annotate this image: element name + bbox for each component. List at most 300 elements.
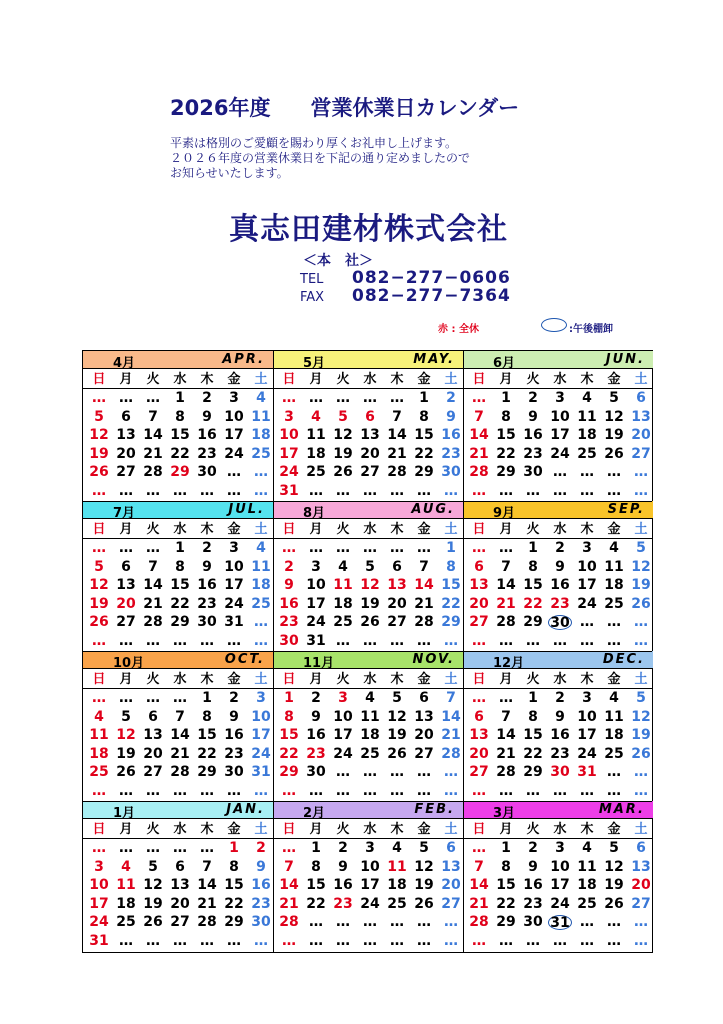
week-row xyxy=(273,895,463,914)
week-row xyxy=(463,632,653,651)
day-filler: … xyxy=(417,914,431,931)
weekday-label: 金 xyxy=(227,522,241,537)
legend-afternoon-inventory: :午後棚卸 xyxy=(569,324,613,335)
day-filler: … xyxy=(336,933,350,949)
day-filler: … xyxy=(173,840,187,856)
day-cell: 24 xyxy=(333,745,353,762)
day-cell: 9 xyxy=(256,858,266,875)
day-filler: … xyxy=(607,783,621,799)
weekday-label: 木 xyxy=(580,822,594,837)
weekday-label: 月 xyxy=(119,822,133,837)
day-filler: … xyxy=(390,633,404,649)
day-cell: 15 xyxy=(414,427,434,444)
week-row xyxy=(83,576,273,595)
weekday-label: 月 xyxy=(309,672,323,687)
day-filler: … xyxy=(526,933,540,949)
fax-label: FAX xyxy=(300,290,325,305)
day-cell: 1 xyxy=(175,540,185,556)
day-filler: … xyxy=(417,764,431,781)
day-cell: 31 xyxy=(548,915,572,930)
day-filler: … xyxy=(254,483,268,499)
day-cell: 23 xyxy=(550,745,570,762)
day-filler: … xyxy=(309,483,323,499)
day-cell: 18 xyxy=(251,577,271,594)
week-row xyxy=(273,539,463,558)
day-cell: 18 xyxy=(251,427,271,444)
day-cell: 2 xyxy=(202,540,212,556)
weekday-label: 木 xyxy=(390,522,404,537)
weekday-label: 日 xyxy=(92,822,106,837)
day-cell: 13 xyxy=(360,427,380,444)
weekday-label: 日 xyxy=(282,822,296,837)
day-cell: 26 xyxy=(333,464,353,481)
day-cell: 11 xyxy=(116,877,136,894)
weekday-label: 日 xyxy=(282,372,296,387)
day-cell: 4 xyxy=(311,408,321,425)
day-filler: … xyxy=(254,464,268,481)
day-cell: 18 xyxy=(116,895,136,912)
day-filler: … xyxy=(607,464,621,481)
day-cell: 15 xyxy=(496,427,516,444)
day-cell: 5 xyxy=(636,540,646,556)
day-cell: 24 xyxy=(224,445,244,462)
month-name-jp: 4月 xyxy=(113,356,136,371)
day-cell: 20 xyxy=(414,727,434,744)
day-cell: 23 xyxy=(550,595,570,612)
day-filler: … xyxy=(499,540,513,556)
day-filler: … xyxy=(553,633,567,649)
week-row xyxy=(273,389,463,408)
month-header xyxy=(463,501,653,519)
greeting-line: ２０２６年度の営業休業日を下記の通り定めましたので xyxy=(170,151,471,165)
month-name-jp: 2月 xyxy=(303,806,326,821)
day-filler: … xyxy=(553,933,567,949)
day-filler: … xyxy=(173,933,187,949)
day-cell: 14 xyxy=(143,577,163,594)
day-cell: 19 xyxy=(631,577,651,594)
day-cell: 2 xyxy=(555,690,565,706)
day-filler: … xyxy=(363,483,377,499)
month-name-en: MAR. xyxy=(598,802,645,817)
day-cell: 10 xyxy=(224,558,244,575)
legend-circle-icon xyxy=(541,318,567,332)
day-cell: 16 xyxy=(197,577,217,594)
day-cell: 30 xyxy=(197,614,217,631)
week-row xyxy=(273,595,463,614)
day-cell: 17 xyxy=(333,727,353,744)
day-filler: … xyxy=(146,633,160,649)
day-cell: 18 xyxy=(333,595,353,612)
weekday-label: 木 xyxy=(580,672,594,687)
day-cell: 27 xyxy=(116,614,136,631)
weekday-label: 日 xyxy=(282,522,296,537)
day-cell: 12 xyxy=(333,427,353,444)
day-cell: 9 xyxy=(202,408,212,425)
day-filler: … xyxy=(417,933,431,949)
day-filler: … xyxy=(254,783,268,799)
row-divider xyxy=(83,501,652,502)
weekday-label: 火 xyxy=(146,672,160,687)
day-cell: 30 xyxy=(548,615,572,630)
greeting-text xyxy=(170,136,470,181)
day-cell: 1 xyxy=(311,840,321,856)
day-cell: 17 xyxy=(577,577,597,594)
day-filler: … xyxy=(363,764,377,781)
day-cell: 10 xyxy=(550,408,570,425)
weekday-label: 土 xyxy=(634,672,648,687)
day-filler: … xyxy=(282,783,296,799)
day-cell: 16 xyxy=(251,877,271,894)
tel-line xyxy=(300,268,511,288)
day-cell: 20 xyxy=(116,595,136,612)
day-filler: … xyxy=(553,483,567,499)
weekday-label: 木 xyxy=(580,522,594,537)
day-cell: 24 xyxy=(279,464,299,481)
weekday-label: 月 xyxy=(499,522,513,537)
day-filler: … xyxy=(200,483,214,499)
day-cell: 24 xyxy=(224,595,244,612)
day-cell: 29 xyxy=(224,914,244,931)
fax-number: 082−277−7364 xyxy=(352,286,511,306)
weekday-row xyxy=(273,520,463,539)
day-filler: … xyxy=(146,783,160,799)
day-cell: 20 xyxy=(116,445,136,462)
week-row xyxy=(83,913,273,932)
week-row xyxy=(273,613,463,632)
day-cell: 14 xyxy=(279,877,299,894)
day-cell: 14 xyxy=(197,877,217,894)
day-cell: 5 xyxy=(148,858,158,875)
day-filler: … xyxy=(580,783,594,799)
day-cell: 6 xyxy=(446,840,456,856)
weekday-label: 木 xyxy=(390,822,404,837)
day-cell: 14 xyxy=(414,577,434,594)
month-block xyxy=(463,501,653,651)
week-row xyxy=(83,763,273,782)
week-row xyxy=(463,463,653,482)
weekday-label: 土 xyxy=(634,822,648,837)
day-cell: 16 xyxy=(224,727,244,744)
day-cell: 4 xyxy=(392,840,402,856)
week-row xyxy=(463,689,653,708)
weekday-row xyxy=(83,820,273,839)
weekday-label: 火 xyxy=(336,672,350,687)
day-cell: 23 xyxy=(279,614,299,631)
month-name-jp: 6月 xyxy=(493,356,516,371)
day-cell: 19 xyxy=(360,595,380,612)
weekday-label: 火 xyxy=(526,822,540,837)
month-name-en: APR. xyxy=(222,352,265,367)
day-cell: 8 xyxy=(175,558,185,575)
day-cell: 1 xyxy=(229,840,239,856)
day-cell: 2 xyxy=(446,390,456,406)
day-cell: 16 xyxy=(197,427,217,444)
day-cell: 28 xyxy=(496,614,516,631)
weekday-label: 木 xyxy=(390,372,404,387)
day-filler: … xyxy=(472,483,486,499)
weekday-label: 火 xyxy=(146,522,160,537)
calendar-grid xyxy=(82,350,653,953)
weekday-row xyxy=(463,520,653,539)
day-cell: 14 xyxy=(469,427,489,444)
month-block xyxy=(273,351,463,501)
day-filler: … xyxy=(200,783,214,799)
day-cell: 23 xyxy=(333,895,353,912)
day-cell: 15 xyxy=(279,727,299,744)
weekday-row xyxy=(83,520,273,539)
day-cell: 17 xyxy=(224,577,244,594)
day-cell: 9 xyxy=(446,408,456,425)
week-row xyxy=(463,726,653,745)
day-cell: 22 xyxy=(496,445,516,462)
day-cell: 21 xyxy=(496,745,516,762)
day-cell: 9 xyxy=(202,558,212,575)
day-cell: 31 xyxy=(577,764,597,781)
day-filler: … xyxy=(580,464,594,481)
week-row xyxy=(463,389,653,408)
day-filler: … xyxy=(607,933,621,949)
week-row xyxy=(463,708,653,727)
week-row xyxy=(463,932,653,951)
day-filler: … xyxy=(472,540,486,556)
day-cell: 17 xyxy=(279,445,299,462)
weekday-row xyxy=(83,670,273,689)
day-cell: 14 xyxy=(469,877,489,894)
day-cell: 19 xyxy=(414,877,434,894)
day-cell: 19 xyxy=(631,727,651,744)
day-filler: … xyxy=(92,390,106,406)
fiscal-year: 2026年度 xyxy=(170,96,271,120)
day-cell: 11 xyxy=(333,577,353,594)
month-header xyxy=(273,801,463,819)
day-cell: 19 xyxy=(143,895,163,912)
day-cell: 6 xyxy=(365,408,375,425)
greeting-line: 平素は格別のご愛顧を賜わり厚くお礼申し上げます。 xyxy=(170,136,458,150)
week-row xyxy=(273,558,463,577)
day-cell: 2 xyxy=(338,840,348,856)
day-cell: 25 xyxy=(89,764,109,781)
day-filler: … xyxy=(254,614,268,631)
day-cell: 10 xyxy=(306,577,326,594)
day-filler: … xyxy=(119,540,133,556)
day-cell: 25 xyxy=(387,895,407,912)
day-cell: 13 xyxy=(441,858,461,875)
week-row xyxy=(83,613,273,632)
week-row xyxy=(463,539,653,558)
day-cell: 29 xyxy=(414,464,434,481)
day-cell: 13 xyxy=(631,858,651,875)
day-cell: 7 xyxy=(284,858,294,875)
day-cell: 28 xyxy=(143,464,163,481)
day-filler: … xyxy=(444,764,458,781)
weekday-label: 月 xyxy=(499,372,513,387)
day-cell: 7 xyxy=(501,708,511,725)
month-name-jp: 1月 xyxy=(113,806,136,821)
day-cell: 6 xyxy=(148,708,158,725)
weekday-label: 火 xyxy=(146,372,160,387)
day-cell: 24 xyxy=(251,745,271,762)
day-cell: 8 xyxy=(284,708,294,725)
day-filler: … xyxy=(390,390,404,406)
day-cell: 12 xyxy=(631,558,651,575)
day-filler: … xyxy=(146,390,160,406)
day-cell: 20 xyxy=(441,877,461,894)
day-filler: … xyxy=(309,914,323,931)
day-filler: … xyxy=(227,783,241,799)
day-cell: 28 xyxy=(387,464,407,481)
day-cell: 3 xyxy=(555,840,565,856)
week-row xyxy=(83,595,273,614)
day-filler: … xyxy=(444,933,458,949)
weekday-label: 日 xyxy=(92,522,106,537)
day-cell: 1 xyxy=(284,690,294,706)
day-cell: 2 xyxy=(256,840,266,856)
day-cell: 16 xyxy=(550,727,570,744)
week-row xyxy=(83,445,273,464)
greeting-line: お知らせいたします。 xyxy=(170,166,289,180)
day-cell: 12 xyxy=(116,727,136,744)
week-row xyxy=(273,839,463,858)
month-header xyxy=(83,501,273,519)
day-cell: 4 xyxy=(121,858,131,875)
week-row xyxy=(273,876,463,895)
weekday-label: 金 xyxy=(227,822,241,837)
day-cell: 26 xyxy=(89,614,109,631)
weekday-label: 月 xyxy=(309,522,323,537)
day-filler: … xyxy=(472,840,486,856)
week-row xyxy=(463,558,653,577)
day-cell: 11 xyxy=(387,858,407,875)
day-filler: … xyxy=(363,783,377,799)
day-filler: … xyxy=(607,764,621,781)
day-filler: … xyxy=(119,633,133,649)
day-filler: … xyxy=(417,783,431,799)
day-filler: … xyxy=(634,933,648,949)
week-row xyxy=(463,482,653,501)
month-name-jp: 11月 xyxy=(303,656,335,671)
weekday-label: 日 xyxy=(472,672,486,687)
day-cell: 21 xyxy=(469,895,489,912)
day-filler: … xyxy=(634,464,648,481)
weekday-label: 金 xyxy=(607,672,621,687)
day-cell: 26 xyxy=(116,764,136,781)
weekday-label: 土 xyxy=(634,522,648,537)
day-cell: 3 xyxy=(555,390,565,406)
day-cell: 4 xyxy=(609,690,619,706)
day-filler: … xyxy=(173,633,187,649)
day-cell: 8 xyxy=(528,558,538,575)
day-cell: 2 xyxy=(528,840,538,856)
month-block xyxy=(273,651,463,801)
day-cell: 21 xyxy=(143,445,163,462)
day-cell: 13 xyxy=(116,577,136,594)
weekday-label: 木 xyxy=(200,372,214,387)
day-filler: … xyxy=(363,390,377,406)
day-cell: 10 xyxy=(279,427,299,444)
day-cell: 6 xyxy=(474,708,484,725)
tel-number: 082−277−0606 xyxy=(352,268,511,288)
day-cell: 7 xyxy=(474,858,484,875)
week-row xyxy=(273,782,463,801)
day-cell: 13 xyxy=(469,577,489,594)
day-filler: … xyxy=(472,633,486,649)
day-cell: 1 xyxy=(528,690,538,706)
day-cell: 9 xyxy=(528,858,538,875)
day-cell: 26 xyxy=(360,614,380,631)
day-cell: 28 xyxy=(469,914,489,931)
day-filler: … xyxy=(92,483,106,499)
day-cell: 6 xyxy=(121,558,131,575)
day-cell: 5 xyxy=(419,840,429,856)
day-cell: 2 xyxy=(284,558,294,575)
day-filler: … xyxy=(146,540,160,556)
day-filler: … xyxy=(309,783,323,799)
day-cell: 15 xyxy=(496,877,516,894)
day-filler: … xyxy=(444,483,458,499)
day-cell: 3 xyxy=(365,840,375,856)
day-filler: … xyxy=(336,540,350,556)
week-row xyxy=(463,876,653,895)
day-cell: 2 xyxy=(202,390,212,406)
day-cell: 27 xyxy=(170,914,190,931)
calendar-title xyxy=(170,92,519,122)
day-filler: … xyxy=(173,783,187,799)
day-cell: 20 xyxy=(143,745,163,762)
week-row xyxy=(273,576,463,595)
month-block xyxy=(463,801,653,951)
weekday-label: 土 xyxy=(254,372,268,387)
day-cell: 18 xyxy=(577,427,597,444)
week-row xyxy=(83,932,273,951)
day-cell: 20 xyxy=(469,595,489,612)
weekday-label: 土 xyxy=(254,822,268,837)
day-cell: 4 xyxy=(94,708,104,725)
day-cell: 22 xyxy=(523,595,543,612)
day-cell: 28 xyxy=(414,614,434,631)
day-cell: 28 xyxy=(469,464,489,481)
day-filler: … xyxy=(390,764,404,781)
day-filler: … xyxy=(607,633,621,649)
day-cell: 23 xyxy=(523,445,543,462)
month-block xyxy=(463,351,653,501)
row-divider xyxy=(83,651,652,652)
day-cell: 30 xyxy=(523,914,543,931)
day-filler: … xyxy=(227,633,241,649)
weekday-label: 土 xyxy=(444,822,458,837)
day-cell: 10 xyxy=(224,408,244,425)
day-cell: 25 xyxy=(577,445,597,462)
day-cell: 15 xyxy=(224,877,244,894)
day-cell: 6 xyxy=(392,558,402,575)
weekday-label: 金 xyxy=(607,372,621,387)
day-filler: … xyxy=(472,783,486,799)
day-filler: … xyxy=(499,633,513,649)
weekday-label: 火 xyxy=(526,672,540,687)
day-filler: … xyxy=(200,933,214,949)
day-cell: 23 xyxy=(306,745,326,762)
day-filler: … xyxy=(390,783,404,799)
day-cell: 25 xyxy=(604,745,624,762)
day-cell: 7 xyxy=(148,408,158,425)
month-name-en: JAN. xyxy=(226,802,265,817)
day-filler: … xyxy=(634,614,648,631)
day-cell: 26 xyxy=(631,595,651,612)
day-cell: 15 xyxy=(197,727,217,744)
weekday-label: 月 xyxy=(499,672,513,687)
day-cell: 9 xyxy=(311,708,321,725)
day-cell: 29 xyxy=(496,464,516,481)
day-cell: 1 xyxy=(175,390,185,406)
